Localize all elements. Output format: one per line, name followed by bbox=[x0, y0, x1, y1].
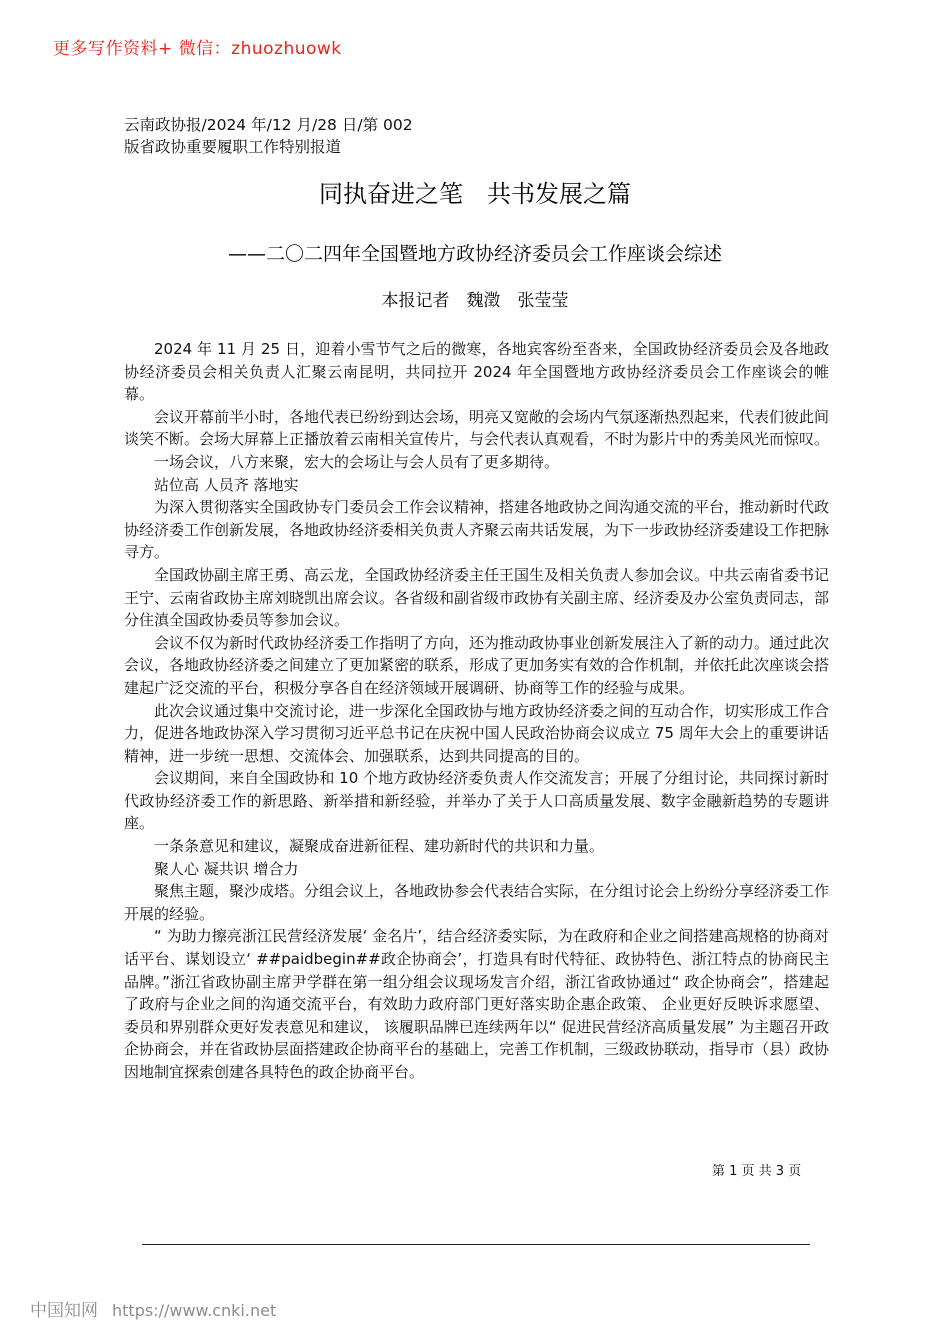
section-heading: 站位高 人员齐 落地实 bbox=[154, 475, 299, 494]
watermark-brand: 中国知网 bbox=[30, 1301, 98, 1321]
paragraph: 全国政协副主席王勇、高云龙，全国政协经济委主任王国生及相关负责人参加会议。中共云南省委书记王宁、云南省政协主席刘晓凯出席会议。各省级和副省级市政协有关副主席、经济委及办公室负责同志，部分住滇全国政协委员等参加会议。 bbox=[124, 565, 830, 630]
article-title: 同执奋进之笔 共书发展之篇 bbox=[319, 180, 631, 208]
paragraph: 会议不仅为新时代政协经济委工作指明了方向，还为推动政协事业创新发展注入了新的动力。通过此次会议，各地政协经济委之间建立了更加紧密的联系，形成了更加务实有效的合作机制，并依托此次座谈会搭建起广泛交流的平台，积极分享各自在经济领域开展调研、协商等工作的经验与成果。 bbox=[124, 633, 830, 697]
paragraph: 会议期间，来自全国政协和 10 个地方政协经济委负责人作交流发言；开展了分组讨论，共同探讨新时代政协经济委工作的新思路、新举措和新经验，并举办了关于人口高质量发展、数字金融新趋势的专题讲座。 bbox=[124, 769, 829, 833]
section-heading: 聚人心 凝共识 增合力 bbox=[154, 859, 299, 878]
paragraph: 2024 年 11 月 25 日，迎着小雪节气之后的微寒，各地宾客纷至沓来，全国政协经济委员会及各地政协经济委员会相关负责人汇聚云南昆明，共同拉开 2024 年全国暨地方政协经济委员会工作座谈会的帷幕。 bbox=[124, 340, 829, 404]
paragraph: “ 为助力擦亮浙江民营经济发展‘ 金名片’，结合经济委实际，为在政府和企业之间搭建高规格的协商对话平台、谋划设立‘ ##paidbegin##政企协商会’，打造具有时代特征、政协特色、浙江特点的协商民主品牌。”浙江省政协副主席尹学群在第一组分组会议现场发言介绍，浙江省政协通过“ 政企协商会”，搭建起了政府与企业之间的沟通交流平台，有效助力政府部门更好落实助企惠企政策、 企业更好反映诉求愿望、 委员和界别群众更好发表意见和建议， 该履职品牌已连续两年以“ 促进民营经济高质量发展” 为主题召开政企协商会，并在省政协层面搭建政企协商平台的基础上，完善工作机制，三级政协联动，指导市（县）政协因地制宜探索创建各具特色的政企协商平台。 bbox=[124, 927, 830, 1081]
cnki-watermark bbox=[30, 1296, 276, 1321]
paragraph: 此次会议通过集中交流讨论，进一步深化全国政协与地方政协经济委之间的互动合作，切实形成工作合力，促进各地政协深入学习贯彻习近平总书记在庆祝中国人民政治协商会议成立 75 周年大会上的重要讲话精神，进一步统一思想、交流体会、加强联系，达到共同提高的目的。 bbox=[124, 701, 830, 765]
paragraph: 为深入贯彻落实全国政协专门委员会工作会议精神，搭建各地政协之间沟通交流的平台，推动新时代政协经济委工作创新发展，各地政协经济委相关负责人齐聚云南共话发展，为下一步政协经济委建设工作把脉寻方。 bbox=[124, 498, 830, 562]
paragraph: 一条条意见和建议，凝聚成奋进新征程、建功新时代的共识和力量。 bbox=[154, 837, 605, 856]
paragraph: 一场会议，八方来聚，宏大的会场让与会人员有了更多期待。 bbox=[154, 452, 560, 471]
article-byline: 本报记者 魏澂 张莹莹 bbox=[381, 291, 569, 311]
paragraph: 聚焦主题，聚沙成塔。分组会议上，各地政协参会代表结合实际，在分组讨论会上纷纷分享经济委工作开展的经验。 bbox=[124, 882, 830, 923]
page-number: 第 1 页 共 3 页 bbox=[712, 1164, 802, 1179]
source-line: 云南政协报/2024 年/12 月/28 日/第 002 版省政协重要履职工作特别报道 bbox=[124, 116, 413, 156]
footer-divider bbox=[142, 1244, 810, 1245]
watermark-url: https://www.cnki.net bbox=[112, 1301, 277, 1320]
paragraph: 会议开幕前半小时，各地代表已纷纷到达会场，明亮又宽敞的会场内气氛逐渐热烈起来，代表们彼此间谈笑不断。会场大屏幕上正播放着云南相关宣传片，与会代表认真观看，不时为影片中的秀美风光而惊叹。 bbox=[124, 407, 830, 449]
article-subtitle: ——二〇二四年全国暨地方政协经济委员会工作座谈会综述 bbox=[227, 243, 722, 265]
promo-banner: 更多写作资料+ 微信：zhuozhuowk bbox=[53, 39, 342, 59]
article-body bbox=[124, 338, 829, 1084]
